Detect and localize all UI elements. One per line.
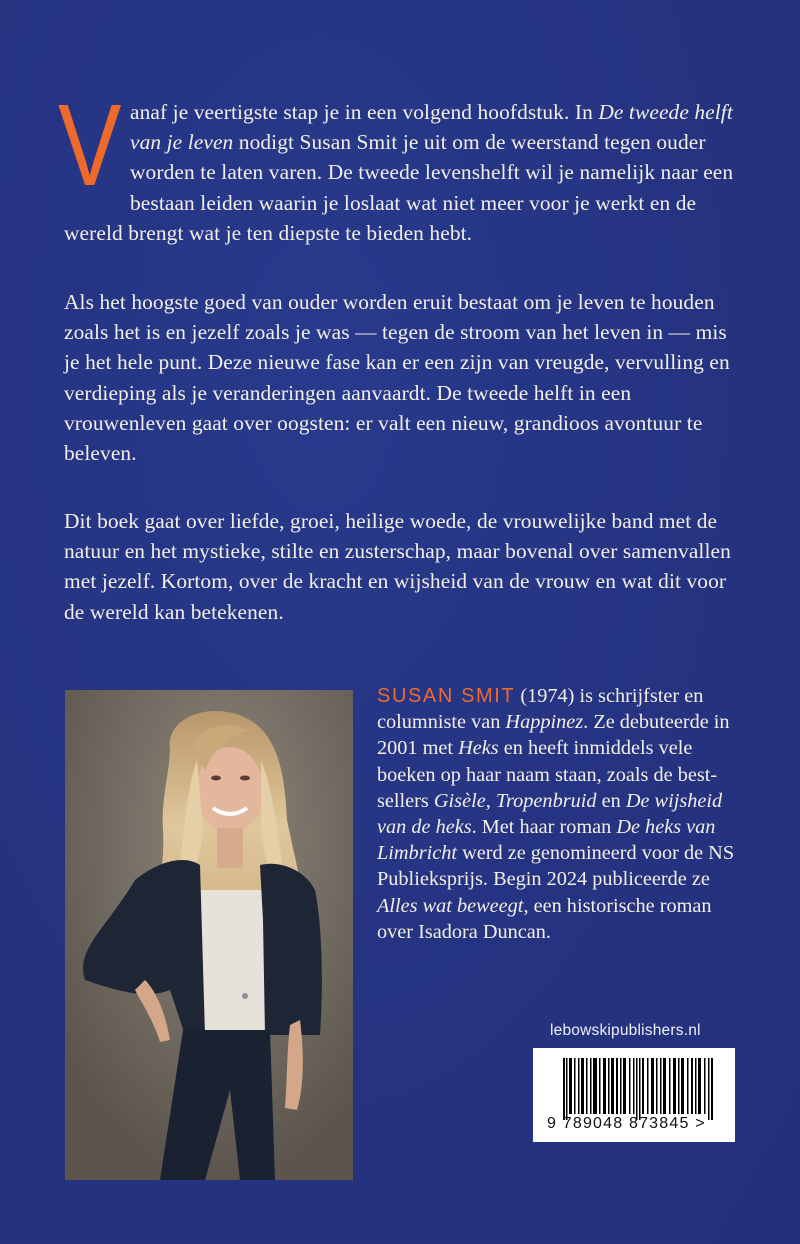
bio-text: en heeft inmiddels vele boeken op haar naam staan, zoals de best-sellers xyxy=(377,737,718,812)
bio-text: , een historische roman over Isadora Duncan. xyxy=(377,894,712,943)
book-title-italic: Tropenbruid xyxy=(495,789,597,812)
bio-text: . Ze debuteerde in 2001 met xyxy=(377,711,730,760)
bio-text: , xyxy=(485,789,496,812)
blurb-text: anaf je veertigste stap je in een volgend hoofdstuk. In xyxy=(130,100,599,124)
book-title-italic: De tweede helft van je leven xyxy=(130,100,733,155)
publisher-website[interactable]: lebowskipublishers.nl xyxy=(550,1022,701,1039)
bio-text: en xyxy=(596,789,626,812)
bio-text: (1974) is schrijfster en columniste van xyxy=(377,685,704,734)
blurb-paragraph-1 xyxy=(58,80,736,248)
bio-text: werd ze genomineerd voor de NS Publieksprijs. Begin 2024 publiceerde ze xyxy=(377,842,735,891)
book-title-italic: Gisèle xyxy=(433,789,486,812)
isbn-digits: 9 789048 873845 > xyxy=(547,1115,706,1132)
isbn-barcode xyxy=(533,1048,735,1142)
blurb-text: Dit boek gaat over liefde, groei, heilige woede, de vrouwelijke band met de natuur en het mystieke, stilte en zusterschap, maar bovenal over samenvallen met jezelf. Kortom, over de kracht en wijsheid van de vrouw en wat dit voor de wereld kan betekenen. xyxy=(64,509,731,624)
blurb-text: Als het hoogste goed van ouder worden eruit bestaat om je leven te houden zoals het is en jezelf zoals je was — tegen de stroom van het leven in — mis je het hele punt. Deze nieuwe fase kan er een zijn van vreugde, vervulling en verdieping als je veranderingen aanvaardt. De tweede helft in een vrouwenleven gaat over oogsten: er valt een nieuw, grandioos avontuur te beleven. xyxy=(64,290,730,466)
book-title-italic: Heks xyxy=(458,737,499,760)
book-title-italic: De wijsheid van de heks xyxy=(377,789,723,839)
author-portrait-illustration xyxy=(65,690,353,1180)
blurb-text: nodigt Susan Smit je uit om de weerstand tegen ouder worden te laten varen. De tweede levenshelft wil je namelijk naar een bestaan leiden waarin je loslaat wat niet meer voor je werkt en de wereld brengt wat je ten diepste te bieden hebt. xyxy=(64,130,734,245)
dropcap-letter: V xyxy=(58,80,122,210)
author-name: SUSAN SMIT xyxy=(377,685,516,707)
book-title-italic: Alles wat beweegt xyxy=(377,894,524,917)
bio-text: . Met haar roman xyxy=(471,816,617,839)
magazine-title-italic: Happinez xyxy=(505,711,584,734)
barcode-bars-icon xyxy=(563,1058,713,1120)
author-photo xyxy=(65,690,353,1180)
blurb-paragraph-2 xyxy=(64,287,736,468)
book-title-italic: De heks van Limbricht xyxy=(377,816,716,865)
blurb-paragraph-3 xyxy=(64,506,736,627)
author-bio xyxy=(377,683,739,945)
